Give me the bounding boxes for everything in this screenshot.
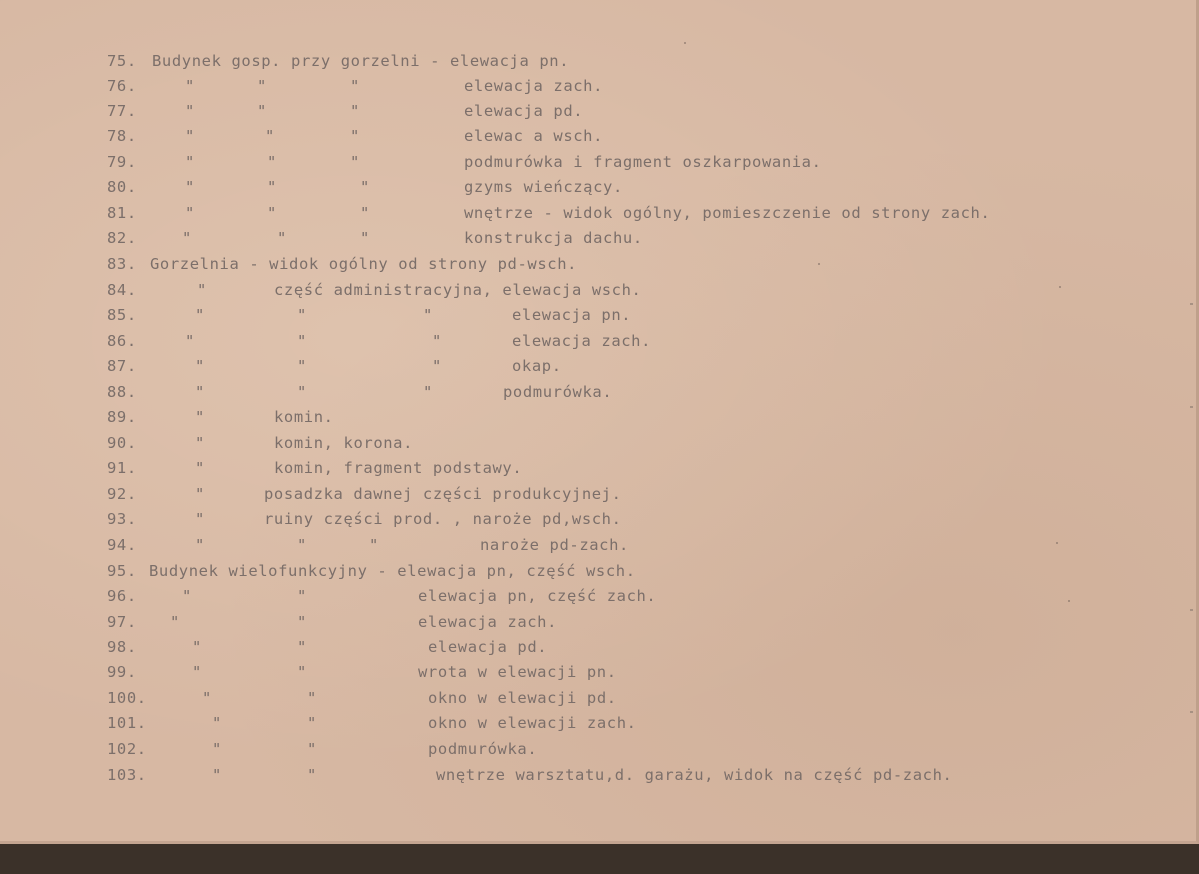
- ditto-mark: ": [170, 613, 180, 631]
- item-text: elewacja zach.: [418, 613, 558, 631]
- ditto-mark: ": [185, 332, 195, 350]
- ditto-mark: ": [192, 663, 202, 681]
- ditto-mark: ": [350, 77, 360, 95]
- item-text: konstrukcja dachu.: [464, 229, 643, 247]
- item-number: 89.: [107, 408, 137, 426]
- ditto-mark: ": [350, 127, 360, 145]
- list-item: [107, 766, 953, 874]
- ditto-mark: ": [182, 229, 192, 247]
- ditto-mark: ": [297, 587, 307, 605]
- item-number: 78.: [107, 127, 137, 145]
- item-number: 93.: [107, 510, 137, 528]
- item-text: elewacja pd.: [428, 638, 548, 656]
- item-number: 94.: [107, 536, 137, 554]
- item-number: 82.: [107, 229, 137, 247]
- item-number: 75.: [107, 52, 137, 70]
- item-text: komin, korona.: [274, 434, 414, 452]
- ditto-mark: ": [360, 178, 370, 196]
- ditto-mark: ": [195, 459, 205, 477]
- ditto-mark: ": [267, 153, 277, 171]
- ditto-mark: ": [195, 357, 205, 375]
- paper-speck: [1056, 542, 1058, 544]
- ditto-mark: ": [212, 740, 222, 758]
- ditto-mark: ": [360, 204, 370, 222]
- item-number: 96.: [107, 587, 137, 605]
- ditto-mark: ": [297, 306, 307, 324]
- ditto-mark: ": [257, 77, 267, 95]
- item-number: 102.: [107, 740, 147, 758]
- item-number: 103.: [107, 766, 147, 784]
- ditto-mark: ": [192, 638, 202, 656]
- item-text: elewacja pn, część zach.: [418, 587, 657, 605]
- ditto-mark: ": [185, 77, 195, 95]
- item-number: 90.: [107, 434, 137, 452]
- margin-mark: [1190, 406, 1193, 408]
- margin-mark: [1190, 609, 1193, 611]
- ditto-mark: ": [267, 204, 277, 222]
- item-number: 101.: [107, 714, 147, 732]
- ditto-mark: ": [307, 740, 317, 758]
- ditto-mark: ": [182, 587, 192, 605]
- ditto-mark: ": [432, 357, 442, 375]
- item-text: okno w elewacji zach.: [428, 714, 637, 732]
- item-number: 95.: [107, 562, 137, 580]
- item-text: elewacja zach.: [464, 77, 604, 95]
- item-text: podmurówka i fragment oszkarpowania.: [464, 153, 822, 171]
- ditto-mark: ": [185, 102, 195, 120]
- ditto-mark: ": [423, 306, 433, 324]
- ditto-mark: ": [185, 127, 195, 145]
- ditto-mark: ": [195, 383, 205, 401]
- ditto-mark: ": [350, 153, 360, 171]
- item-text: elewacja zach.: [512, 332, 652, 350]
- item-number: 80.: [107, 178, 137, 196]
- item-text: podmurówka.: [428, 740, 538, 758]
- item-text: naroże pd-zach.: [480, 536, 629, 554]
- ditto-mark: ": [432, 332, 442, 350]
- item-text: wrota w elewacji pn.: [418, 663, 617, 681]
- item-number: 98.: [107, 638, 137, 656]
- item-text: posadzka dawnej części produkcyjnej.: [264, 485, 622, 503]
- ditto-mark: ": [265, 127, 275, 145]
- ditto-mark: ": [195, 306, 205, 324]
- ditto-mark: ": [195, 434, 205, 452]
- item-text: część administracyjna, elewacja wsch.: [274, 281, 642, 299]
- item-text: Budynek wielofunkcyjny - elewacja pn, część wsch.: [149, 562, 636, 580]
- item-text: elewac a wsch.: [464, 127, 604, 145]
- item-number: 99.: [107, 663, 137, 681]
- margin-mark: [1190, 303, 1193, 305]
- item-number: 83.: [107, 255, 137, 273]
- item-number: 88.: [107, 383, 137, 401]
- ditto-mark: ": [195, 408, 205, 426]
- item-number: 77.: [107, 102, 137, 120]
- ditto-mark: ": [360, 229, 370, 247]
- ditto-mark: ": [195, 536, 205, 554]
- ditto-mark: ": [297, 383, 307, 401]
- ditto-mark: ": [423, 383, 433, 401]
- ditto-mark: ": [202, 689, 212, 707]
- ditto-mark: ": [297, 638, 307, 656]
- margin-mark: [1190, 711, 1193, 713]
- item-number: 87.: [107, 357, 137, 375]
- ditto-mark: ": [185, 204, 195, 222]
- ditto-mark: ": [267, 178, 277, 196]
- item-number: 91.: [107, 459, 137, 477]
- ditto-mark: ": [185, 153, 195, 171]
- item-text: okap.: [512, 357, 562, 375]
- item-text: ruiny części prod. , naroże pd,wsch.: [264, 510, 622, 528]
- paper-speck: [818, 263, 820, 265]
- item-text: gzyms wieńczący.: [464, 178, 623, 196]
- item-text: Budynek gosp. przy gorzelni - elewacja pn.: [152, 52, 570, 70]
- ditto-mark: ": [297, 663, 307, 681]
- ditto-mark: ": [369, 536, 379, 554]
- ditto-mark: ": [197, 281, 207, 299]
- item-number: 79.: [107, 153, 137, 171]
- ditto-mark: ": [297, 536, 307, 554]
- item-number: 84.: [107, 281, 137, 299]
- ditto-mark: ": [277, 229, 287, 247]
- item-text: okno w elewacji pd.: [428, 689, 617, 707]
- paper-speck: [1059, 286, 1061, 288]
- item-number: 76.: [107, 77, 137, 95]
- item-number: 92.: [107, 485, 137, 503]
- ditto-mark: ": [350, 102, 360, 120]
- ditto-mark: ": [257, 102, 267, 120]
- ditto-mark: ": [195, 485, 205, 503]
- item-text: elewacja pn.: [512, 306, 632, 324]
- ditto-mark: ": [297, 332, 307, 350]
- item-text: komin.: [274, 408, 334, 426]
- ditto-mark: ": [307, 714, 317, 732]
- item-text: elewacja pd.: [464, 102, 584, 120]
- item-text: Gorzelnia - widok ogólny od strony pd-wsch.: [150, 255, 578, 273]
- ditto-mark: ": [185, 178, 195, 196]
- item-text: wnętrze warsztatu,d. garażu, widok na część pd-zach.: [436, 766, 953, 784]
- ditto-mark: ": [212, 714, 222, 732]
- item-text: wnętrze - widok ogólny, pomieszczenie od strony zach.: [464, 204, 991, 222]
- item-number: 81.: [107, 204, 137, 222]
- item-number: 97.: [107, 613, 137, 631]
- item-number: 100.: [107, 689, 147, 707]
- ditto-mark: ": [297, 613, 307, 631]
- paper-speck: [1068, 600, 1070, 602]
- item-text: podmurówka.: [503, 383, 613, 401]
- ditto-mark: ": [307, 766, 317, 784]
- item-text: komin, fragment podstawy.: [274, 459, 523, 477]
- ditto-mark: ": [307, 689, 317, 707]
- paper-speck: [684, 42, 686, 44]
- ditto-mark: ": [212, 766, 222, 784]
- ditto-mark: ": [297, 357, 307, 375]
- item-number: 85.: [107, 306, 137, 324]
- ditto-mark: ": [195, 510, 205, 528]
- item-number: 86.: [107, 332, 137, 350]
